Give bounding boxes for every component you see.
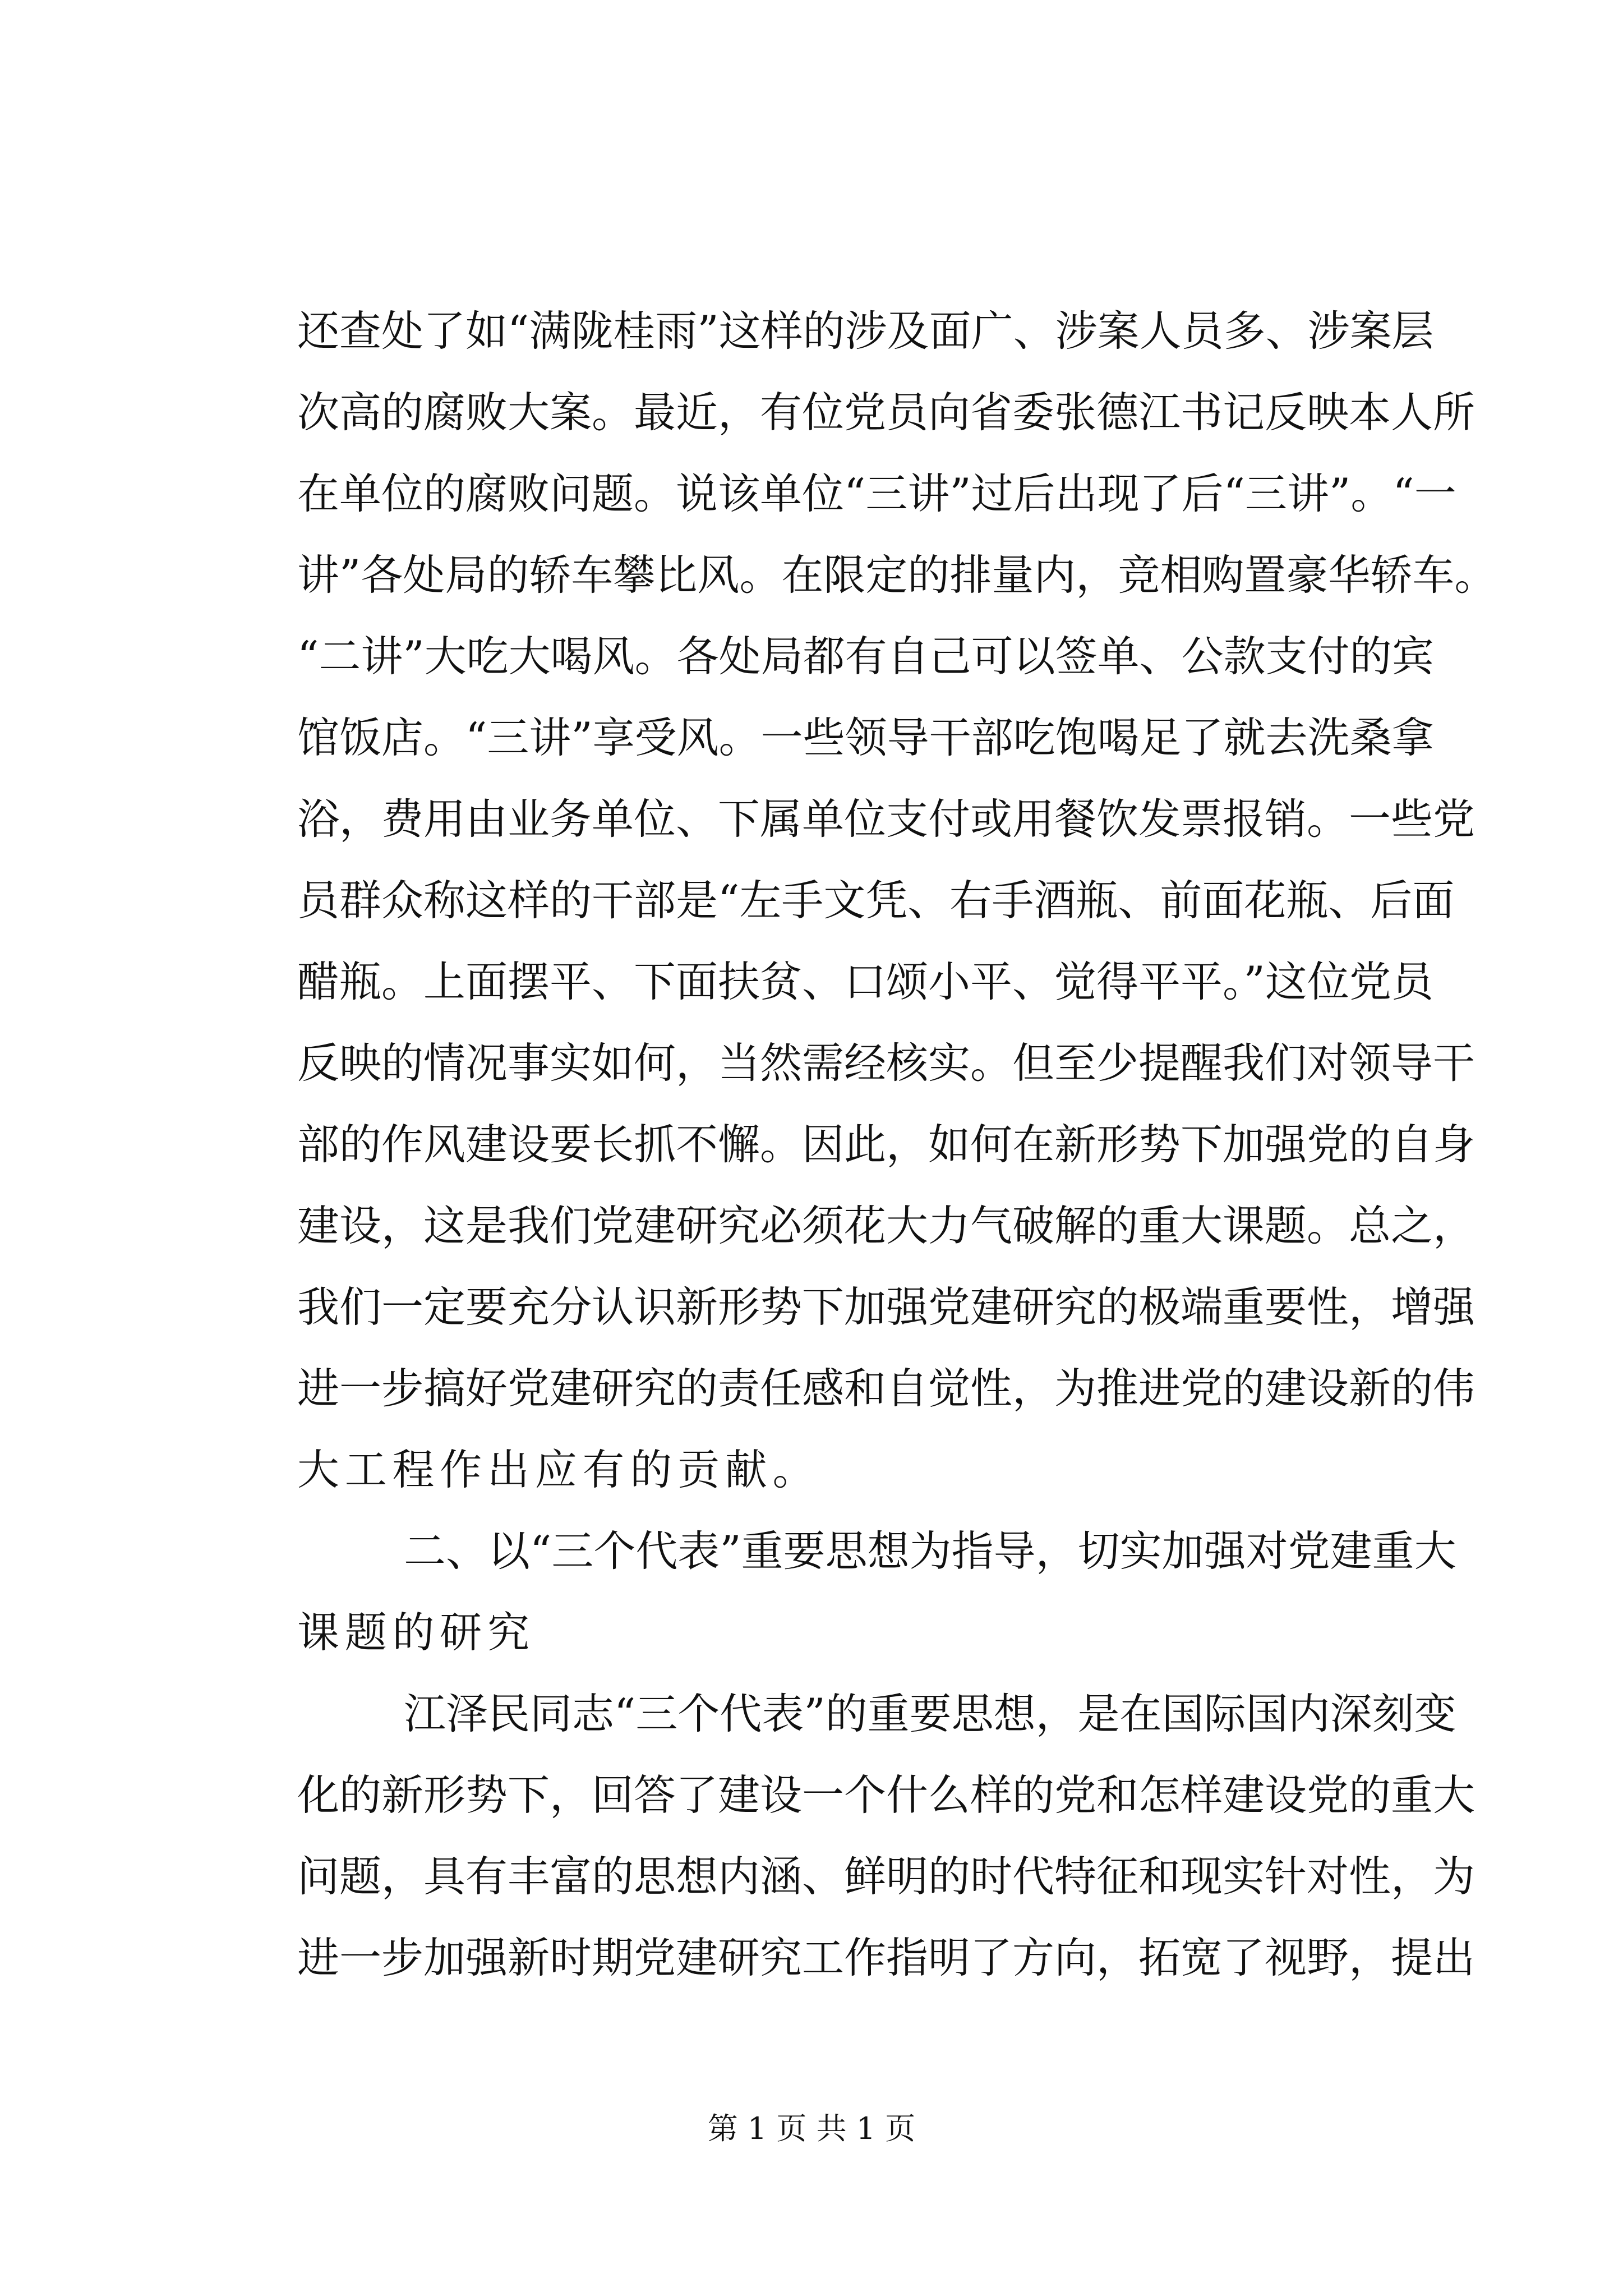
page-number-footer: 第 1 页 共 1 页: [707, 2111, 916, 2146]
section-heading: 二、以“三个代表”重要思想为指导，切实加强对党建重大: [404, 1526, 1456, 1576]
text-line: 讲”各处局的轿车攀比风。在限定的排量内，竞相购置豪华轿车。: [297, 550, 1497, 600]
text-line: 部的作风建设要长抓不懈。因此，如何在新形势下加强党的自身: [297, 1120, 1476, 1169]
text-line: 我们一定要充分认识新形势下加强党建研究的极端重要性，增强: [297, 1282, 1476, 1332]
text-line: 化的新形势下，回答了建设一个什么样的党和怎样建设党的重大: [297, 1770, 1476, 1820]
text-line: 江泽民同志“三个代表”的重要思想，是在国际国内深刻变: [404, 1689, 1456, 1738]
text-line: 员群众称这样的干部是“左手文凭、右手酒瓶、前面花瓶、后面: [297, 876, 1455, 925]
text-line: 馆饭店。“三讲”享受风。一些领导干部吃饱喝足了就去洗桑拿: [297, 713, 1434, 762]
text-line: 进一步加强新时期党建研究工作指明了方向，拓宽了视野，提出: [297, 1933, 1476, 1982]
text-line: 次高的腐败大案。最近，有位党员向省委张德江书记反映本人所: [297, 388, 1476, 437]
text-line: 进一步搞好党建研究的责任感和自觉性，为推进党的建设新的伟: [297, 1364, 1476, 1413]
text-line: 在单位的腐败问题。说该单位“三讲”过后出现了后“三讲”。“一: [297, 469, 1456, 518]
text-line: “二讲”大吃大喝风。各处局都有自己可以签单、公款支付的宾: [297, 632, 1434, 681]
text-line: 还查处了如“满陇桂雨”这样的涉及面广、涉案人员多、涉案层: [297, 306, 1434, 356]
text-line: 大工程作出应有的贡献。: [297, 1445, 820, 1494]
section-heading-continued: 课题的研究: [297, 1608, 535, 1657]
text-line: 浴，费用由业务单位、下属单位支付或用餐饮发票报销。一些党: [297, 794, 1476, 844]
text-line: 问题，具有丰富的思想内涵、鲜明的时代特征和现实针对性，为: [297, 1852, 1476, 1901]
text-line: 醋瓶。上面摆平、下面扶贫、口颂小平、觉得平平。”这位党员: [297, 957, 1433, 1006]
text-line: 反映的情况事实如何，当然需经核实。但至少提醒我们对领导干: [297, 1038, 1476, 1088]
text-line: 建设，这是我们党建研究必须花大力气破解的重大课题。总之，: [297, 1201, 1476, 1250]
